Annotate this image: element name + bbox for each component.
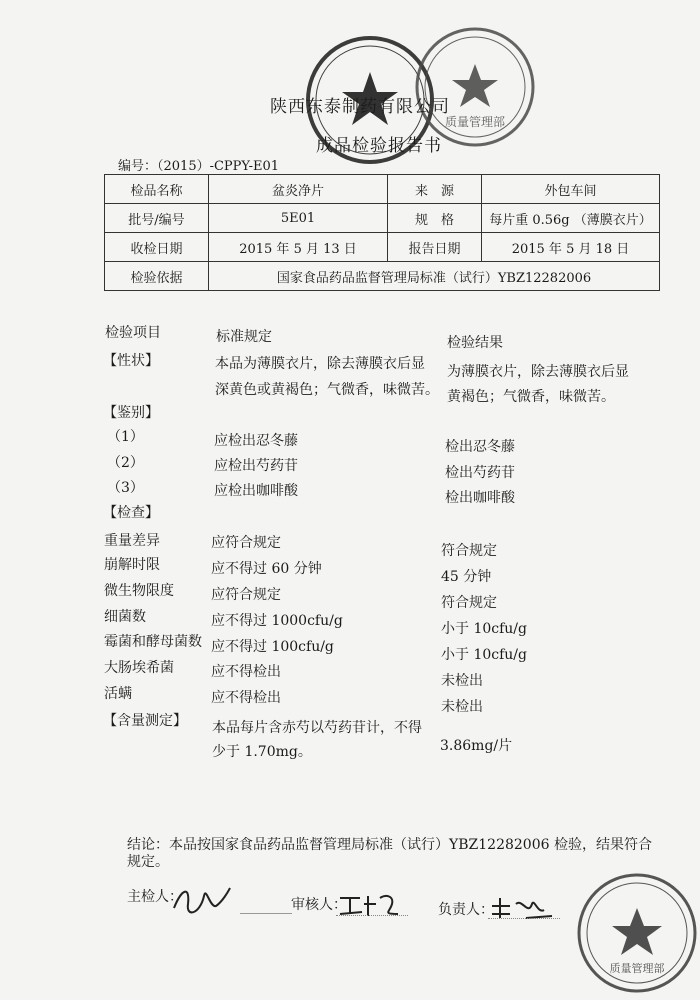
table-cell: 来 源 <box>388 175 482 204</box>
table-cell: 盆炎净片 <box>209 175 388 204</box>
inspector-label: 主检人： <box>127 889 183 905</box>
company-name: 陕西东泰制药有限公司 <box>270 97 450 117</box>
standard-text: 应不得过 60 分钟 <box>211 561 322 577</box>
document-number: 编号：（2015）-CPPY-E01 <box>118 159 279 174</box>
check-item: 重量差异 <box>104 533 160 549</box>
standard-text: 应不得过 1000cfu/g <box>211 613 343 629</box>
check-item: 活螨 <box>104 686 132 702</box>
responsible-signature <box>488 894 558 924</box>
table-cell: 5E01 <box>209 204 388 233</box>
conclusion-line: 结论：本品按国家食品药品监督管理局标准（试行）YBZ12282006 检验，结果符合 <box>127 837 652 853</box>
result-text: 45 分钟 <box>441 569 492 585</box>
standard-text: 深黄色或黄褐色；气微香，味微苦。 <box>215 382 439 398</box>
standard-text: 应符合规定 <box>211 587 281 603</box>
result-text: 未检出 <box>441 673 483 689</box>
section-label-inspection: 【检查】 <box>103 505 159 521</box>
check-item: 崩解时限 <box>104 557 160 573</box>
column-header-item: 检验项目 <box>105 325 161 341</box>
table-cell: 检品名称 <box>105 175 209 204</box>
result-text: 符合规定 <box>441 543 497 559</box>
check-item: （3） <box>107 480 144 496</box>
column-header-result: 检验结果 <box>447 335 503 351</box>
svg-text:质量管理部: 质量管理部 <box>444 115 506 129</box>
table-cell: 报告日期 <box>388 233 482 262</box>
result-text: 3.86mg/片 <box>440 738 513 754</box>
signature-line <box>240 913 292 914</box>
table-cell: 收检日期 <box>105 233 209 262</box>
table-cell: 批号/编号 <box>105 204 209 233</box>
column-header-standard: 标准规定 <box>216 329 272 345</box>
standard-text: 少于 1.70mg。 <box>212 744 312 760</box>
table-cell: 规 格 <box>388 204 482 233</box>
inspector-signature <box>170 878 240 922</box>
svg-text:质量管理部: 质量管理部 <box>609 962 665 975</box>
standard-text: 应不得检出 <box>211 690 281 706</box>
result-text: 为薄膜衣片，除去薄膜衣后显 <box>447 364 629 380</box>
result-text: 检出忍冬藤 <box>445 439 515 455</box>
table-cell: 国家食品药品监督管理局标准（试行）YBZ12282006 <box>209 262 660 291</box>
standard-text: 应检出咖啡酸 <box>214 483 298 499</box>
signature-line <box>336 915 408 916</box>
standard-text: 应符合规定 <box>211 535 281 551</box>
table-row <box>105 204 660 233</box>
distributor-seal-stamp <box>572 868 700 998</box>
check-item: 细菌数 <box>104 609 146 625</box>
standard-text: 应检出忍冬藤 <box>214 433 298 449</box>
section-label-assay: 【含量测定】 <box>103 713 187 729</box>
table-row <box>105 233 660 262</box>
result-text: 未检出 <box>441 699 483 715</box>
section-label-identification: 【鉴别】 <box>103 405 159 421</box>
standard-text: 应不得过 100cfu/g <box>211 639 334 655</box>
section-label-appearance: 【性状】 <box>103 353 159 369</box>
standard-text: 本品每片含赤芍以芍药苷计，不得 <box>212 720 422 736</box>
check-item: 霉菌和酵母菌数 <box>104 634 202 650</box>
check-item: （1） <box>107 429 144 445</box>
standard-text: 本品为薄膜衣片，除去薄膜衣后显 <box>215 356 425 372</box>
result-text: 符合规定 <box>441 595 497 611</box>
responsible-label: 负责人： <box>438 902 494 918</box>
table-cell: 检验依据 <box>105 262 209 291</box>
standard-text: 应不得检出 <box>211 664 281 680</box>
table-row <box>105 175 660 204</box>
result-text: 小于 10cfu/g <box>441 621 527 637</box>
table-cell: 2015 年 5 月 18 日 <box>482 233 660 262</box>
sample-info-table <box>104 174 660 291</box>
check-item: 微生物限度 <box>104 583 174 599</box>
reviewer-label: 审核人： <box>291 897 347 913</box>
table-cell: 外包车间 <box>482 175 660 204</box>
result-text: 检出芍药苷 <box>445 465 515 481</box>
table-cell: 2015 年 5 月 13 日 <box>209 233 388 262</box>
report-title: 成品检验报告书 <box>316 136 442 156</box>
result-text: 小于 10cfu/g <box>441 647 527 663</box>
conclusion-line: 规定。 <box>127 854 169 870</box>
table-row <box>105 262 660 291</box>
check-item: （2） <box>107 455 144 471</box>
standard-text: 应检出芍药苷 <box>214 458 298 474</box>
check-item: 大肠埃希菌 <box>104 660 174 676</box>
signature-line <box>488 918 560 919</box>
result-text: 黄褐色；气微香，味微苦。 <box>447 389 615 405</box>
table-cell: 每片重 0.56g （薄膜衣片） <box>482 204 660 233</box>
result-text: 检出咖啡酸 <box>445 490 515 506</box>
